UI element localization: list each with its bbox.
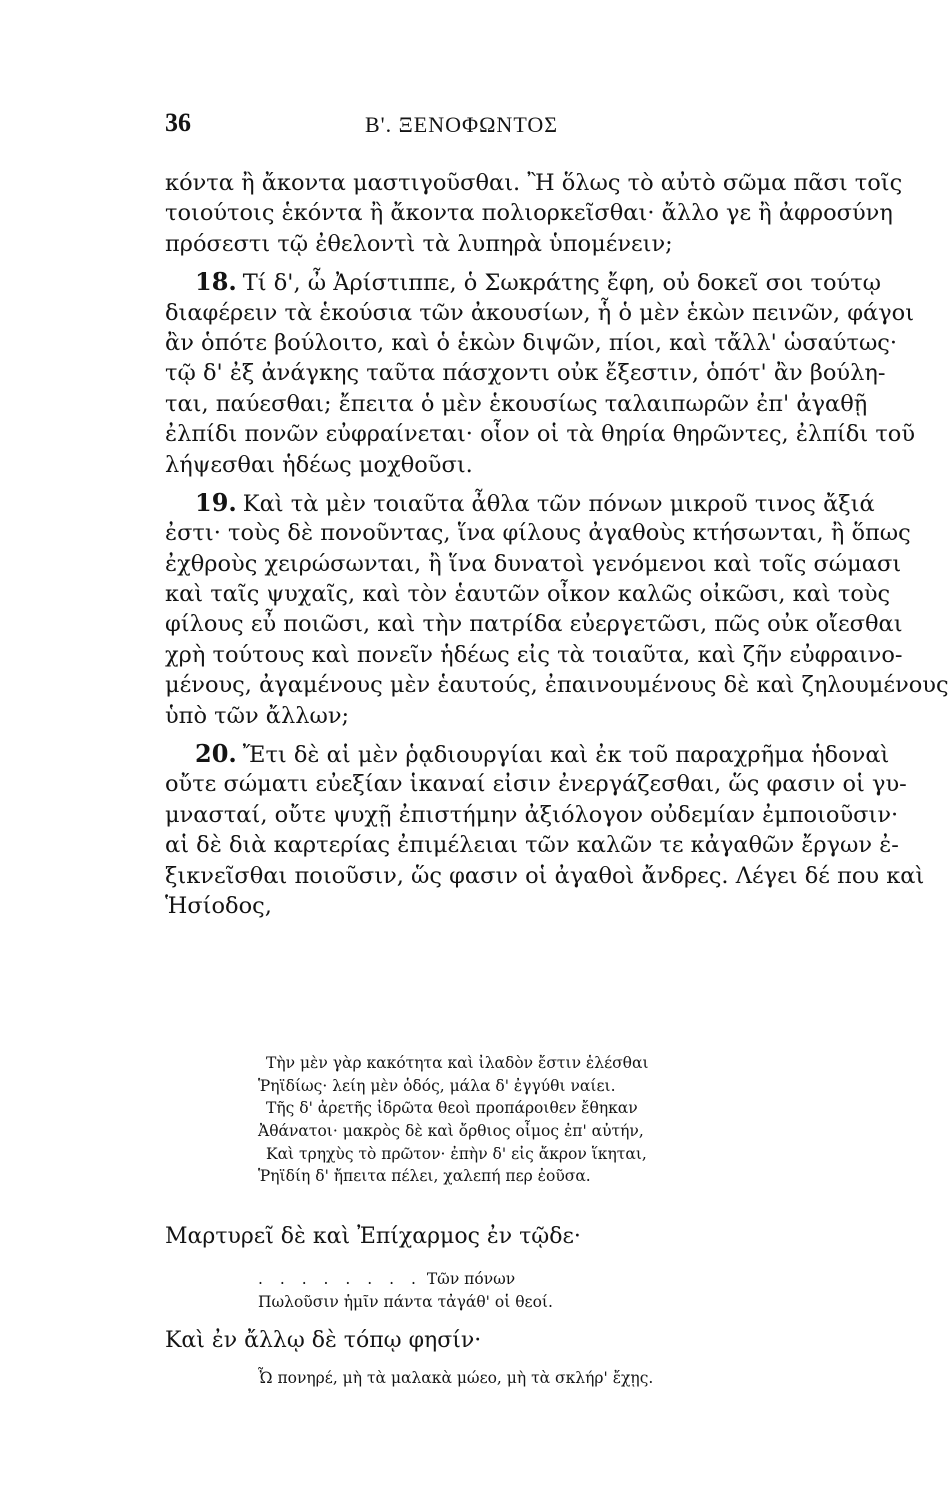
other-place-intro: Καὶ ἐν ἄλλῳ δὲ τόπῳ φησίν· (165, 1328, 482, 1353)
quote-line: Πωλοῦσιν ἡμῖν πάντα τἀγάθ' οἱ θεοί. (258, 1293, 553, 1311)
quote-line: . . . . . . . . Τῶν πόνων (258, 1270, 516, 1288)
other-place-quote: Ὦ πονηρέ, μὴ τὰ μαλακὰ μώεο, μὴ τὰ σκλήρ' ἔχῃς. (258, 1369, 654, 1387)
verse-line: Ἀθάνατοι· μακρὸς δὲ καὶ ὄρθιος οἶμος ἐπ' αὐτήν, (258, 1122, 644, 1141)
text-line: φίλους εὖ ποιῶσι, καὶ τὴν πατρίδα εὐεργετῶσι, πῶς οὐκ οἴεσθαι (165, 611, 903, 638)
text-line: ξικνεῖσθαι ποιοῦσιν, ὥς φασιν οἱ ἀγαθοὶ ἄνδρες. Λέγει δέ που καὶ (165, 862, 925, 889)
running-head: Β'. ΞΕΝΟΦΩΝΤΟΣ (365, 112, 559, 137)
page-number: 36 (165, 108, 191, 137)
text-line: χρὴ τούτους καὶ πονεῖν ἡδέως εἰς τὰ τοιαῦτα, καὶ ζῆν εὐφραινο- (165, 641, 903, 668)
text-line: τοιούτοις ἑκόντα ἢ ἄκοντα πολιορκεῖσθαι· ἄλλο γε ἢ ἀφροσύνη (165, 200, 893, 227)
text-line: πρόσεστι τῷ ἐθελοντὶ τὰ λυπηρὰ ὑπομένειν; (165, 230, 673, 257)
text-line: λήψεσθαι ἡδέως μοχθοῦσι. (165, 451, 473, 478)
verse-line: Ῥηϊδίως· λείη μὲν ὁδός, μάλα δ' ἐγγύθι ναίει. (258, 1076, 616, 1095)
text-line: μένους, ἀγαμένους μὲν ἑαυτούς, ἐπαινουμένους δὲ καὶ ζηλουμένους (165, 672, 949, 699)
text-line: καὶ ταῖς ψυχαῖς, καὶ τὸν ἑαυτῶν οἶκον καλῶς οἰκῶσι, καὶ τοὺς (165, 581, 891, 608)
epicharmus-intro: Μαρτυρεῖ δὲ καὶ Ἐπίχαρμος ἐν τῷδε· (165, 1224, 581, 1249)
text-line: μνασταί, οὔτε ψυχῇ ἐπιστήμην ἀξιόλογον οὐδεμίαν ἐμποιοῦσιν· (165, 801, 899, 828)
section-19-first-line: 19. Καὶ τὰ μὲν τοιαῦτα ἆθλα τῶν πόνων μικροῦ τινος ἄξιά (195, 487, 875, 517)
text-line: ται, παύεσθαι; ἔπειτα ὁ μὲν ἑκουσίως ταλαιπωρῶν ἐπ' ἀγαθῇ (165, 390, 868, 417)
verse-line: Τὴν μὲν γὰρ κακότητα καὶ ἰλαδὸν ἔστιν ἑλέσθαι (266, 1054, 649, 1072)
text-line: αἱ δὲ διὰ καρτερίας ἐπιμέλειαι τῶν καλῶν τε κἀγαθῶν ἔργων ἐ- (165, 832, 899, 859)
section-20-first-line: 20. Ἔτι δὲ αἱ μὲν ῥᾳδιουργίαι καὶ ἐκ τοῦ παραχρῆμα ἡδοναὶ (195, 739, 890, 769)
text-line: ὑπὸ τῶν ἄλλων; (165, 702, 350, 729)
text-line: κόντα ἢ ἄκοντα μαστιγοῦσθαι. Ἢ ὅλως τὸ αὐτὸ σῶμα πᾶσι τοῖς (165, 170, 903, 196)
verse-line: Τῆς δ' ἀρετῆς ἱδρῶτα θεοὶ προπάροιθεν ἔθηκαν (266, 1099, 638, 1118)
page-header (165, 108, 855, 148)
section-number: 20. (195, 739, 237, 769)
text-line: ἐστι· τοὺς δὲ πονοῦντας, ἵνα φίλους ἀγαθοὺς κτήσωνται, ἢ ὅπως (165, 520, 911, 547)
text-line: διαφέρειν τὰ ἑκούσια τῶν ἀκουσίων, ἧ ὁ μὲν ἑκὼν πεινῶν, φάγοι (165, 299, 915, 326)
verse-line: Ῥηϊδίη δ' ἤπειτα πέλει, χαλεπή περ ἐοῦσα. (258, 1167, 591, 1186)
hesiod-verse (258, 1052, 698, 1188)
text-line: ἐλπίδι πονῶν εὐφραίνεται· οἷον οἱ τὰ θηρία θηρῶντες, ἐλπίδι τοῦ (165, 421, 915, 448)
text-line: Ἡσίοδος, (165, 892, 272, 919)
epicharmus-quote (258, 1268, 658, 1314)
text-line: τῷ δ' ἐξ ἀνάγκης ταῦτα πάσχοντι οὐκ ἔξεστιν, ὁπότ' ἂν βούλη- (165, 360, 886, 387)
text-line: ἂν ὁπότε βούλοιτο, καὶ ὁ ἑκὼν διψῶν, πίοι, καὶ τἄλλ' ὡσαύτως· (165, 329, 898, 356)
verse-line: Καὶ τρηχὺς τὸ πρῶτον· ἐπὴν δ' εἰς ἄκρον ἵκηται, (266, 1144, 647, 1163)
section-number: 19. (195, 487, 237, 517)
text-line: οὔτε σώματι εὐεξίαν ἱκαναί εἰσιν ἐνεργάζεσθαι, ὥς φασιν οἱ γυ- (165, 771, 907, 798)
section-number: 18. (195, 267, 237, 297)
text-line: ἐχθροὺς χειρώσωνται, ἢ ἵνα δυνατοὶ γενόμενοι καὶ τοῖς σώμασι (165, 550, 902, 577)
body-text (165, 168, 949, 921)
section-18-first-line: 18. Τί δ', ὦ Ἀρίστιππε, ὁ Σωκράτης ἔφη, οὐ δοκεῖ σοι τούτῳ (195, 267, 881, 297)
